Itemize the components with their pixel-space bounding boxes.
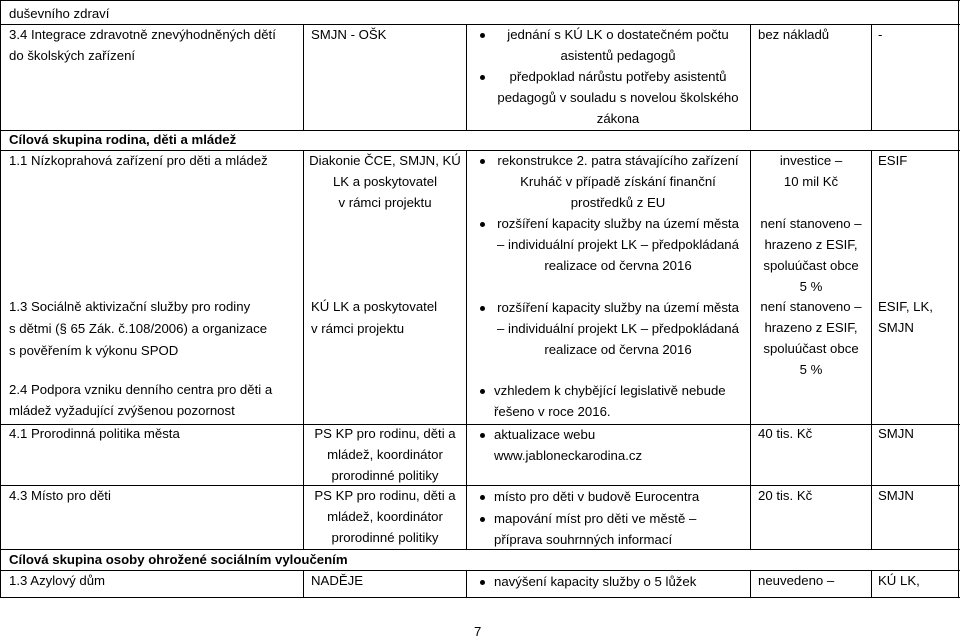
cell-text: mapování míst pro děti ve městě – — [494, 511, 697, 526]
cell-text: vzhledem k chybějící legislativě nebude — [494, 383, 726, 398]
cell-text: SMJN — [878, 426, 914, 441]
cell-text: LK a poskytovatel — [332, 174, 438, 189]
bullet-icon — [480, 495, 485, 500]
table-border-bottom — [0, 597, 960, 598]
cell-text: mládež, koordinátor — [327, 447, 443, 462]
column-divider — [466, 150, 467, 550]
cell-text: navýšení kapacity služby o 5 lůžek — [494, 574, 697, 589]
cell-text: předpoklad nárůstu potřeby asistentů — [509, 69, 727, 84]
cell-text: 4.3 Místo pro děti — [9, 488, 111, 503]
bullet-icon — [480, 306, 485, 311]
column-divider — [871, 24, 872, 131]
cell-text: prorodinné politiky — [331, 530, 439, 545]
cell-text: prorodinné politiky — [331, 468, 439, 483]
page-number: 7 — [474, 624, 482, 639]
section-heading: Cílová skupina osoby ohrožené sociálním vyloučením — [9, 552, 348, 567]
cell-text: 5 % — [799, 362, 823, 377]
cell-text: spoluúčast obce — [763, 341, 859, 356]
cell-text: mládež, koordinátor — [327, 509, 443, 524]
cell-text: – individuální projekt LK – předpokládaná — [497, 237, 739, 252]
cell-text: NADĚJE — [311, 573, 364, 588]
cell-text: realizace od června 2016 — [544, 258, 692, 273]
cell-text: mládež vyžadující zvýšenou pozornost — [9, 403, 235, 418]
cell-text: 2.4 Podpora vzniku denního centra pro děti a — [9, 382, 273, 397]
section-heading: Cílová skupina rodina, děti a mládež — [9, 132, 237, 147]
column-divider — [871, 150, 872, 550]
cell-text: zákona — [596, 111, 640, 126]
cell-text: hrazeno z ESIF, — [764, 320, 858, 335]
bullet-icon — [480, 222, 485, 227]
table-border-right — [958, 0, 959, 598]
column-divider — [303, 570, 304, 598]
cell-text: 10 mil Kč — [783, 174, 839, 189]
cell-text: řešeno v roce 2016. — [494, 404, 611, 419]
bullet-icon — [480, 33, 485, 38]
cell-text: spoluúčast obce — [763, 258, 859, 273]
column-divider — [303, 24, 304, 131]
cell-text: ESIF, LK, — [878, 299, 933, 314]
column-divider — [871, 570, 872, 598]
column-divider — [750, 24, 751, 131]
cell-text: 4.1 Prorodinná politika města — [9, 426, 180, 441]
cell-text: Diakonie ČCE, SMJN, KÚ — [309, 153, 461, 168]
cell-text: duševního zdraví — [9, 6, 110, 21]
cell-text: v rámci projektu — [338, 195, 432, 210]
cell-text: jednání s KÚ LK o dostatečném počtu — [507, 27, 729, 42]
cell-text: KÚ LK, — [878, 573, 920, 588]
cell-text: realizace od června 2016 — [544, 342, 692, 357]
bullet-icon — [480, 159, 485, 164]
cell-text: SMJN — [878, 488, 914, 503]
cell-text: 1.3 Azylový dům — [9, 573, 106, 588]
cell-text: Kruháč v případě získání finanční — [520, 174, 716, 189]
cell-text: ESIF — [878, 153, 908, 168]
cell-text: 1.1 Nízkoprahová zařízení pro děti a mládež — [9, 153, 268, 168]
cell-text: SMJN — [878, 320, 914, 335]
column-divider — [466, 570, 467, 598]
cell-text: bez nákladů — [758, 27, 830, 42]
cell-text: PS KP pro rodinu, děti a — [314, 426, 456, 441]
cell-text: místo pro děti v budově Eurocentra — [494, 489, 700, 504]
cell-text: hrazeno z ESIF, — [764, 237, 858, 252]
cell-text: do školských zařízení — [9, 48, 136, 63]
cell-text: KÚ LK a poskytovatel — [311, 299, 438, 314]
cell-text: příprava souhrnných informací — [494, 532, 673, 547]
cell-text: SMJN - OŠK — [311, 27, 387, 42]
cell-text: – individuální projekt LK – předpokládaná — [497, 321, 739, 336]
cell-text: aktualizace webu — [494, 427, 596, 442]
cell-text: 1.3 Sociálně aktivizační služby pro rodiny — [9, 299, 251, 314]
cell-text: PS KP pro rodinu, děti a — [314, 488, 456, 503]
cell-text: pedagogů v souladu s novelou školského — [497, 90, 739, 105]
cell-text: s dětmi (§ 65 Zák. č.108/2006) a organizace — [9, 321, 268, 336]
cell-text: není stanoveno – — [760, 216, 862, 231]
bullet-icon — [480, 580, 485, 585]
cell-text: prostředků z EU — [570, 195, 666, 210]
cell-text: neuvedeno – — [758, 573, 835, 588]
cell-text: 3.4 Integrace zdravotně znevýhodněných dětí — [9, 27, 276, 42]
cell-text: 40 tis. Kč — [758, 426, 813, 441]
cell-text: není stanoveno – — [760, 299, 862, 314]
website-link[interactable]: www.jabloneckarodina.cz — [494, 448, 643, 463]
cell-text: rekonstrukce 2. patra stávajícího zařízení — [497, 153, 739, 168]
cell-text: asistentů pedagogů — [560, 48, 676, 63]
row-divider — [0, 485, 960, 486]
cell-text: rozšíření kapacity služby na území města — [497, 216, 739, 231]
cell-text: investice – — [779, 153, 843, 168]
cell-text: s pověřením k výkonu SPOD — [9, 343, 179, 358]
cell-text: 20 tis. Kč — [758, 488, 813, 503]
cell-text: 5 % — [799, 279, 823, 294]
column-divider — [750, 570, 751, 598]
bullet-icon — [480, 389, 485, 394]
cell-text: - — [878, 27, 883, 42]
table-border-top — [0, 0, 960, 1]
cell-text: rozšíření kapacity služby na území města — [497, 300, 739, 315]
bullet-icon — [480, 75, 485, 80]
column-divider — [466, 24, 467, 131]
table-border-left — [0, 0, 1, 598]
bullet-icon — [480, 433, 485, 438]
cell-text: v rámci projektu — [311, 321, 405, 336]
bullet-icon — [480, 517, 485, 522]
